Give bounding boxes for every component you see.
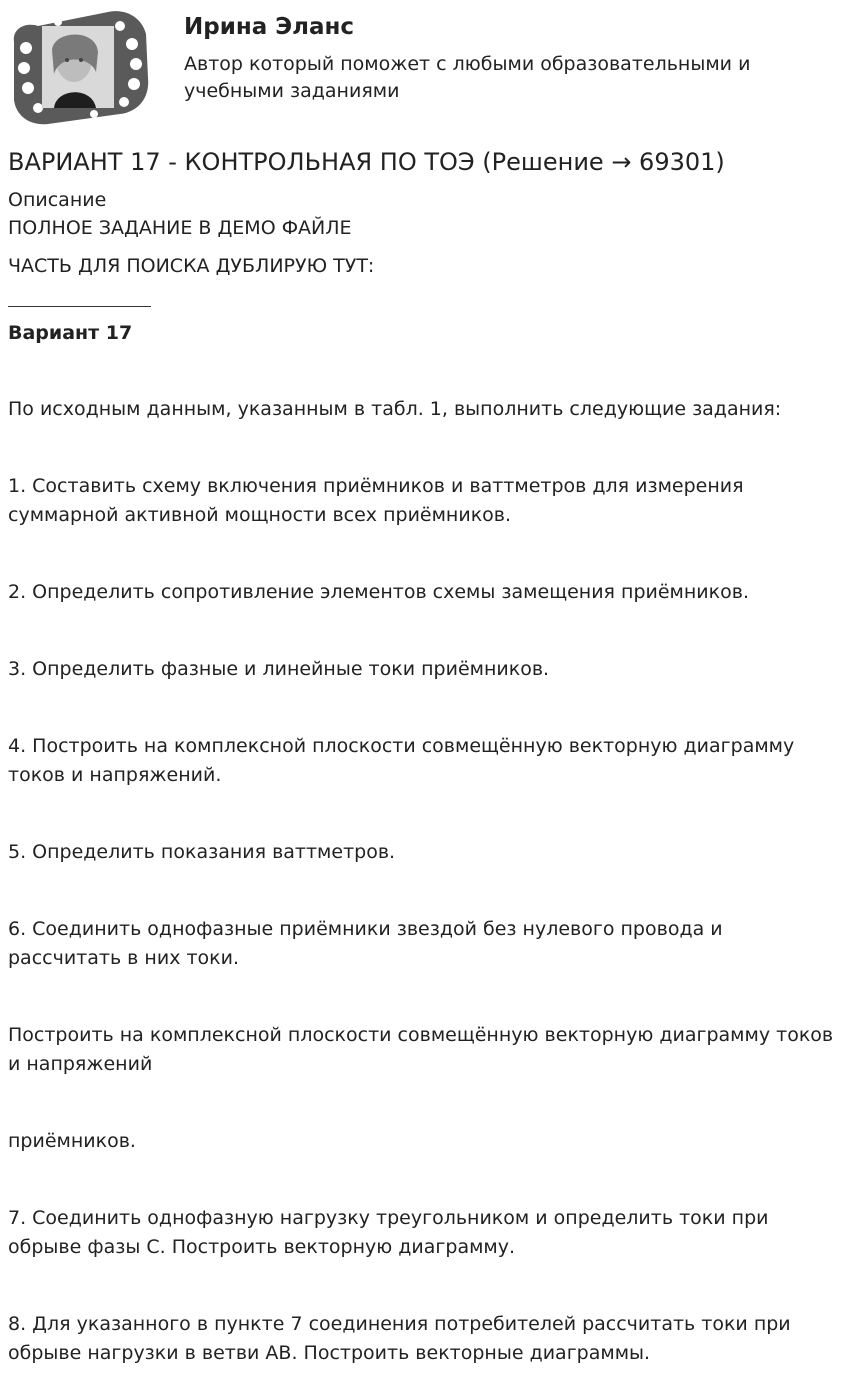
task-paragraph: 8. Для указанного в пункте 7 соединения потребителей рассчитать токи при обрыве нагрузки в ветви АВ. Построить векторные диаграммы.: [8, 1313, 791, 1364]
document-body: [8, 146, 838, 1368]
full-task-note: ПОЛНОЕ ЗАДАНИЕ В ДЕМО ФАЙЛЕ: [8, 217, 352, 239]
task-paragraph: 2. Определить сопротивление элементов схемы замещения приёмников.: [8, 581, 749, 603]
task-paragraph: приёмников.: [8, 1130, 136, 1152]
task-paragraph: Построить на комплексной плоскости совмещённую векторную диаграмму токов и напряжений: [8, 1024, 834, 1075]
description-label: Описание: [8, 189, 107, 211]
document-title: ВАРИАНТ 17 - КОНТРОЛЬНАЯ ПО ТОЭ (Решение → 69301): [8, 148, 725, 176]
task-paragraph: 3. Определить фазные и линейные токи приёмников.: [8, 658, 550, 680]
search-note: ЧАСТЬ ДЛЯ ПОИСКА ДУБЛИРУЮ ТУТ:: [8, 255, 375, 277]
task-paragraph: 5. Определить показания ваттметров.: [8, 841, 396, 863]
separator-line: [8, 306, 151, 307]
author-header: [8, 8, 838, 126]
task-paragraph: 1. Составить схему включения приёмников и ваттметров для измерения суммарной активной мощности всех приёмников.: [8, 475, 744, 526]
variant-heading: Вариант 17: [8, 322, 133, 344]
task-paragraph: По исходным данным, указанным в табл. 1, выполнить следующие задания:: [8, 398, 782, 420]
author-description: Автор который поможет с любыми образовательными и учебными заданиями: [184, 53, 751, 102]
author-name[interactable]: Ирина Эланс: [184, 14, 355, 40]
task-paragraph: 7. Соединить однофазную нагрузку треугольником и определить токи при обрыве фазы С. Построить векторную диаграмму.: [8, 1207, 769, 1258]
task-paragraph: 4. Построить на комплексной плоскости совмещённую векторную диаграмму токов и напряжений.: [8, 735, 795, 786]
author-avatar: [8, 8, 150, 126]
task-paragraph: 6. Соединить однофазные приёмники звездой без нулевого провода и рассчитать в них токи.: [8, 918, 723, 969]
